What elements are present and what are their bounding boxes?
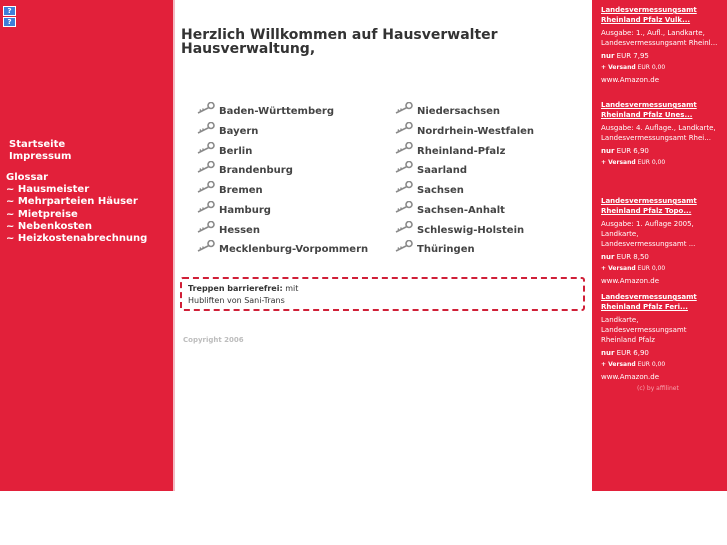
state-link[interactable]: Thüringen — [417, 244, 475, 256]
key-icon — [196, 119, 216, 131]
state-link[interactable]: Hamburg — [219, 204, 271, 216]
state-link[interactable]: Sachsen — [417, 185, 464, 196]
nav-impressum[interactable]: Impressum — [9, 151, 72, 162]
ad-price: EUR 6,90 — [614, 349, 649, 357]
key-icon — [394, 139, 414, 151]
ad-ship-prefix: + Versand — [601, 361, 636, 368]
ad-url[interactable]: www.Amazon.de — [601, 373, 660, 381]
ad-text: Ausgabe: 1. Auflage 2005, Landkarte, Landesvermessungsamt ... — [601, 220, 696, 248]
ad-text: Landkarte, Landesvermessungsamt Rheinland Pfalz — [601, 316, 687, 344]
notice-text: mit — [282, 284, 299, 293]
left-sidebar — [0, 0, 173, 491]
notice-bold: Treppen barrierefrei: — [188, 284, 283, 293]
sidebar-divider — [173, 0, 175, 491]
nav-startseite[interactable]: Startseite — [9, 139, 66, 150]
ad-title[interactable]: Landesvermessungsamt Rheinland Pfalz Feri... — [601, 293, 697, 311]
nav-glossar-hausmeister[interactable]: ~ Hausmeister — [6, 184, 90, 195]
state-link[interactable]: Saarland — [417, 165, 468, 177]
state-link[interactable]: Brandenburg — [219, 165, 293, 177]
ad-price-prefix: nur — [601, 349, 615, 357]
nav-glossar-nebenkosten[interactable]: ~ Nebenkosten — [6, 221, 92, 232]
ad-price: EUR 6,90 — [614, 147, 649, 155]
ad-text: Ausgabe: 1., Aufl., Landkarte, Landesvermessungsamt Rheinl... — [601, 29, 718, 47]
affiliate-byline[interactable]: (c) by affilinet — [637, 385, 679, 392]
key-icon — [394, 218, 414, 230]
key-icon — [196, 198, 216, 210]
key-icon — [394, 237, 414, 249]
ad-item — [601, 196, 721, 286]
ad-item — [601, 292, 721, 382]
ad-ship: EUR 0,00 — [635, 361, 666, 368]
nav-glossar-mietpreise[interactable]: ~ Mietpreise — [6, 209, 78, 220]
state-link[interactable]: Bayern — [219, 125, 259, 137]
state-link[interactable]: Hessen — [219, 224, 260, 236]
key-icon — [196, 218, 216, 230]
ad-ship-prefix: + Versand — [601, 64, 636, 71]
ad-ship-prefix: + Versand — [601, 265, 636, 272]
key-icon — [196, 178, 216, 190]
state-link[interactable]: Niedersachsen — [417, 106, 501, 117]
ad-title[interactable]: Landesvermessungsamt Rheinland Pfalz Unes... — [601, 101, 697, 119]
ad-ship: EUR 0,00 — [635, 64, 666, 71]
key-icon — [196, 237, 216, 249]
ad-item — [601, 100, 721, 168]
copyright: Copyright 2006 — [183, 336, 244, 344]
state-link[interactable]: Nordrhein-Westfalen — [417, 125, 535, 137]
ad-price-prefix: nur — [601, 147, 615, 155]
notice-box — [180, 277, 585, 311]
ad-url[interactable]: www.Amazon.de — [601, 76, 660, 84]
ad-price-prefix: nur — [601, 52, 615, 60]
ad-text: Ausgabe: 4. Auflage., Landkarte, Landesvermessungsamt Rhei... — [601, 124, 716, 142]
state-link[interactable]: Schleswig-Holstein — [417, 224, 525, 236]
key-icon — [394, 99, 414, 111]
ad-title[interactable]: Landesvermessungsamt Rheinland Pfalz Topo... — [601, 197, 697, 215]
key-icon — [196, 139, 216, 151]
ad-item — [601, 5, 721, 85]
key-icon — [394, 158, 414, 170]
key-icon — [196, 158, 216, 170]
ad-ship: EUR 0,00 — [635, 159, 666, 166]
nav-glossar-heading: Glossar — [6, 172, 49, 183]
key-icon — [394, 119, 414, 131]
state-link[interactable]: Mecklenburg-Vorpommern — [219, 244, 369, 256]
key-icon — [196, 99, 216, 111]
main-content — [180, 0, 590, 491]
ad-ship-prefix: + Versand — [601, 159, 636, 166]
state-link[interactable]: Rheinland-Pfalz — [417, 145, 506, 157]
ad-price: EUR 7,95 — [614, 52, 649, 60]
nav-glossar-mehrparteien[interactable]: ~ Mehrparteien Häuser — [6, 196, 138, 207]
notice-line2[interactable]: Hubliften von Sani-Trans — [188, 296, 285, 305]
state-link[interactable]: Bremen — [219, 185, 263, 196]
ad-url[interactable]: www.Amazon.de — [601, 277, 660, 285]
ad-title[interactable]: Landesvermessungsamt Rheinland Pfalz Vulk... — [601, 6, 697, 24]
state-link[interactable]: Berlin — [219, 145, 253, 157]
state-link[interactable]: Sachsen-Anhalt — [417, 204, 505, 216]
key-icon — [394, 178, 414, 190]
key-icon — [394, 198, 414, 210]
nav-glossar-heizkosten[interactable]: ~ Heizkostenabrechnung — [6, 233, 148, 244]
ad-price: EUR 8,50 — [614, 253, 649, 261]
help-icon[interactable]: ? ? — [3, 6, 16, 26]
page-title: Herzlich Willkommen auf Hausverwalter Hausverwaltung, — [181, 27, 498, 57]
ad-price-prefix: nur — [601, 253, 615, 261]
state-link[interactable]: Baden-Württemberg — [219, 106, 335, 117]
ad-ship: EUR 0,00 — [635, 265, 666, 272]
